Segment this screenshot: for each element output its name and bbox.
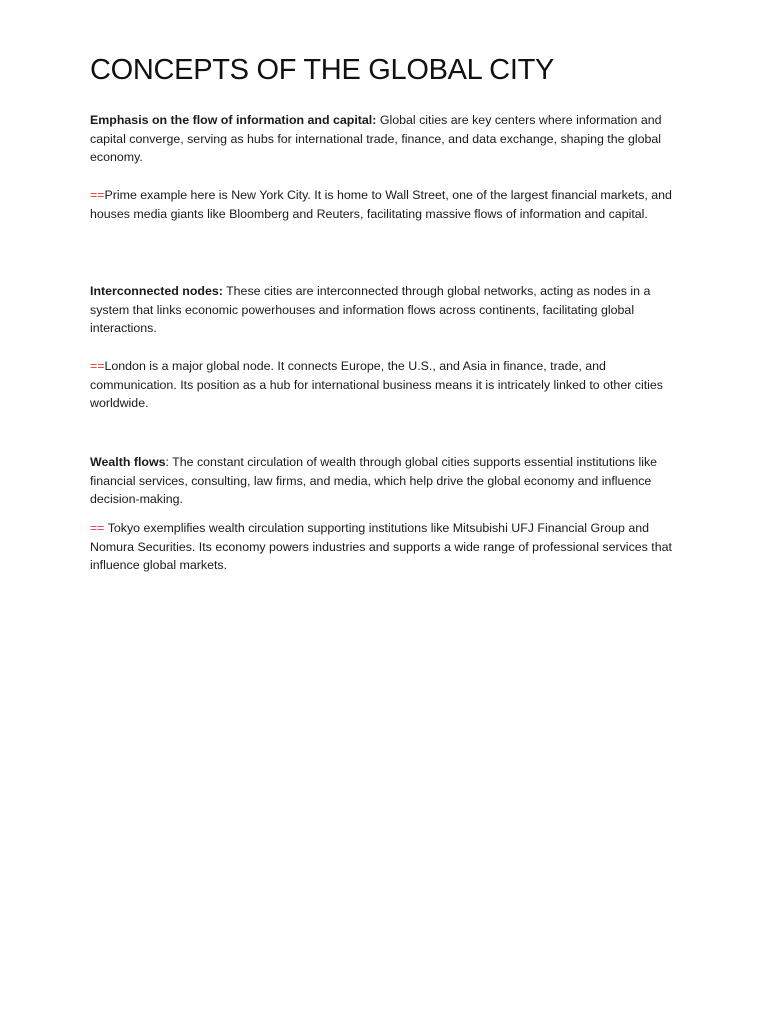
- section-nodes-heading: Interconnected nodes:: [90, 284, 223, 298]
- example-marker: ==: [90, 188, 105, 202]
- section-flow-text: Global cities are key centers where information and capital converge, serving as hubs for international trade, finance, and data exchange, shaping the global economy.: [90, 113, 662, 165]
- section-nodes-text: These cities are interconnected through global networks, acting as nodes in a system that links economic powerhouses and information flows across continents, facilitating global interactions.: [90, 284, 651, 336]
- section-flow-description: [90, 111, 680, 167]
- section-wealth-example-text: Tokyo exemplifies wealth circulation supporting institutions like Mitsubishi UFJ Financial Group and Nomura Securities. Its economy powers industries and supports a wide range of professional services that influence global markets.: [90, 521, 672, 573]
- section-wealth-heading: Wealth flows: [90, 455, 166, 469]
- section-flow-heading: Emphasis on the flow of information and capital:: [90, 113, 377, 127]
- section-flow-example: [90, 186, 680, 223]
- section-nodes-description: [90, 282, 680, 338]
- section-wealth-example: [90, 519, 680, 575]
- section-nodes-example-text: London is a major global node. It connects Europe, the U.S., and Asia in finance, trade, and communication. Its position as a hub for international business means it is intricately linked to other cities worldwide.: [90, 359, 664, 411]
- section-nodes-example: [90, 357, 680, 413]
- example-marker: ==: [90, 521, 105, 535]
- section-wealth-text: : The constant circulation of wealth through global cities supports essential institutions like financial services, consulting, law firms, and media, which help drive the global economy and influence decision-making.: [90, 455, 658, 507]
- section-wealth-description: [90, 453, 680, 509]
- page-title: CONCEPTS OF THE GLOBAL CITY: [90, 54, 555, 86]
- example-marker: ==: [90, 359, 105, 373]
- section-flow-example-text: Prime example here is New York City. It is home to Wall Street, one of the largest financial markets, and houses media giants like Bloomberg and Reuters, facilitating massive flows of information and capital.: [90, 188, 672, 221]
